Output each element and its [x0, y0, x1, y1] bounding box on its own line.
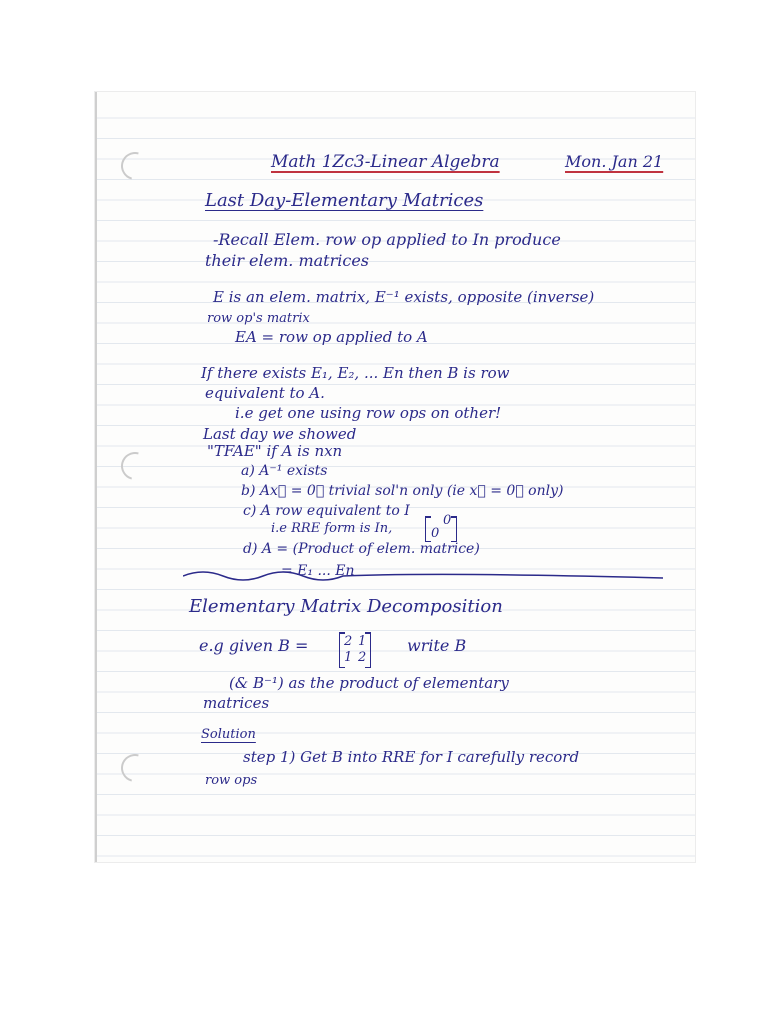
- note-line: (& B⁻¹) as the product of elementary: [229, 674, 509, 692]
- header-title: Math 1Zc3-Linear Algebra: [271, 152, 500, 172]
- note-line: their elem. matrices: [205, 251, 369, 270]
- rre-matrix: [425, 513, 457, 542]
- matrix-cell: 2: [344, 634, 353, 649]
- matrix-cell: 1: [358, 634, 367, 649]
- note-line: EA = row op applied to A: [235, 328, 428, 346]
- matrix-cell: 0: [431, 526, 440, 541]
- matrix-cell: 1: [344, 650, 353, 665]
- note-line: row ops: [205, 773, 258, 788]
- note-line: matrices: [203, 694, 270, 712]
- binder-hole: [116, 749, 154, 787]
- binder-hole: [116, 447, 154, 485]
- page-edge: [95, 92, 97, 862]
- tfae-item: a) A⁻¹ exists: [241, 463, 328, 479]
- decomposition-heading: Elementary Matrix Decomposition: [189, 596, 503, 617]
- section-divider-wave: [183, 563, 663, 586]
- note-line: "TFAE" if A is nxn: [207, 442, 343, 460]
- tfae-item: b) Ax⃗ = 0⃗ trivial sol'n only (ie x⃗ = 0⃗ only): [241, 483, 564, 499]
- matrix-cell: 2: [358, 650, 367, 665]
- note-line: i.e get one using row ops on other!: [235, 404, 502, 422]
- note-line: If there exists E₁, E₂, ... En then B is row: [201, 364, 510, 382]
- matrix-b: [339, 632, 371, 668]
- last-day-heading: Last Day-Elementary Matrices: [205, 190, 484, 211]
- note-line: E is an elem. matrix, E⁻¹ exists, opposite (inverse): [213, 288, 595, 306]
- step-line: step 1) Get B into RRE for I carefully record: [243, 748, 580, 766]
- example-prefix: e.g given B =: [199, 636, 309, 655]
- example-suffix: write B: [407, 636, 467, 655]
- tfae-item: d) A = (Product of elem. matrice): [243, 541, 480, 557]
- solution-label: Solution: [201, 727, 256, 742]
- notebook-page-scan: [95, 92, 695, 862]
- matrix-cell: 0: [443, 513, 452, 528]
- tfae-sub: i.e RRE form is In,: [271, 521, 393, 536]
- header-date: Mon. Jan 21: [565, 152, 664, 171]
- binder-hole: [116, 147, 154, 185]
- note-line: -Recall Elem. row op applied to In produce: [213, 230, 561, 249]
- tfae-sub: = E₁ ... En: [281, 563, 355, 579]
- tfae-item: c) A row equivalent to I: [243, 503, 410, 519]
- note-line: Last day we showed: [203, 425, 357, 443]
- note-line: equivalent to A.: [205, 384, 325, 402]
- note-line: row op's matrix: [207, 311, 310, 326]
